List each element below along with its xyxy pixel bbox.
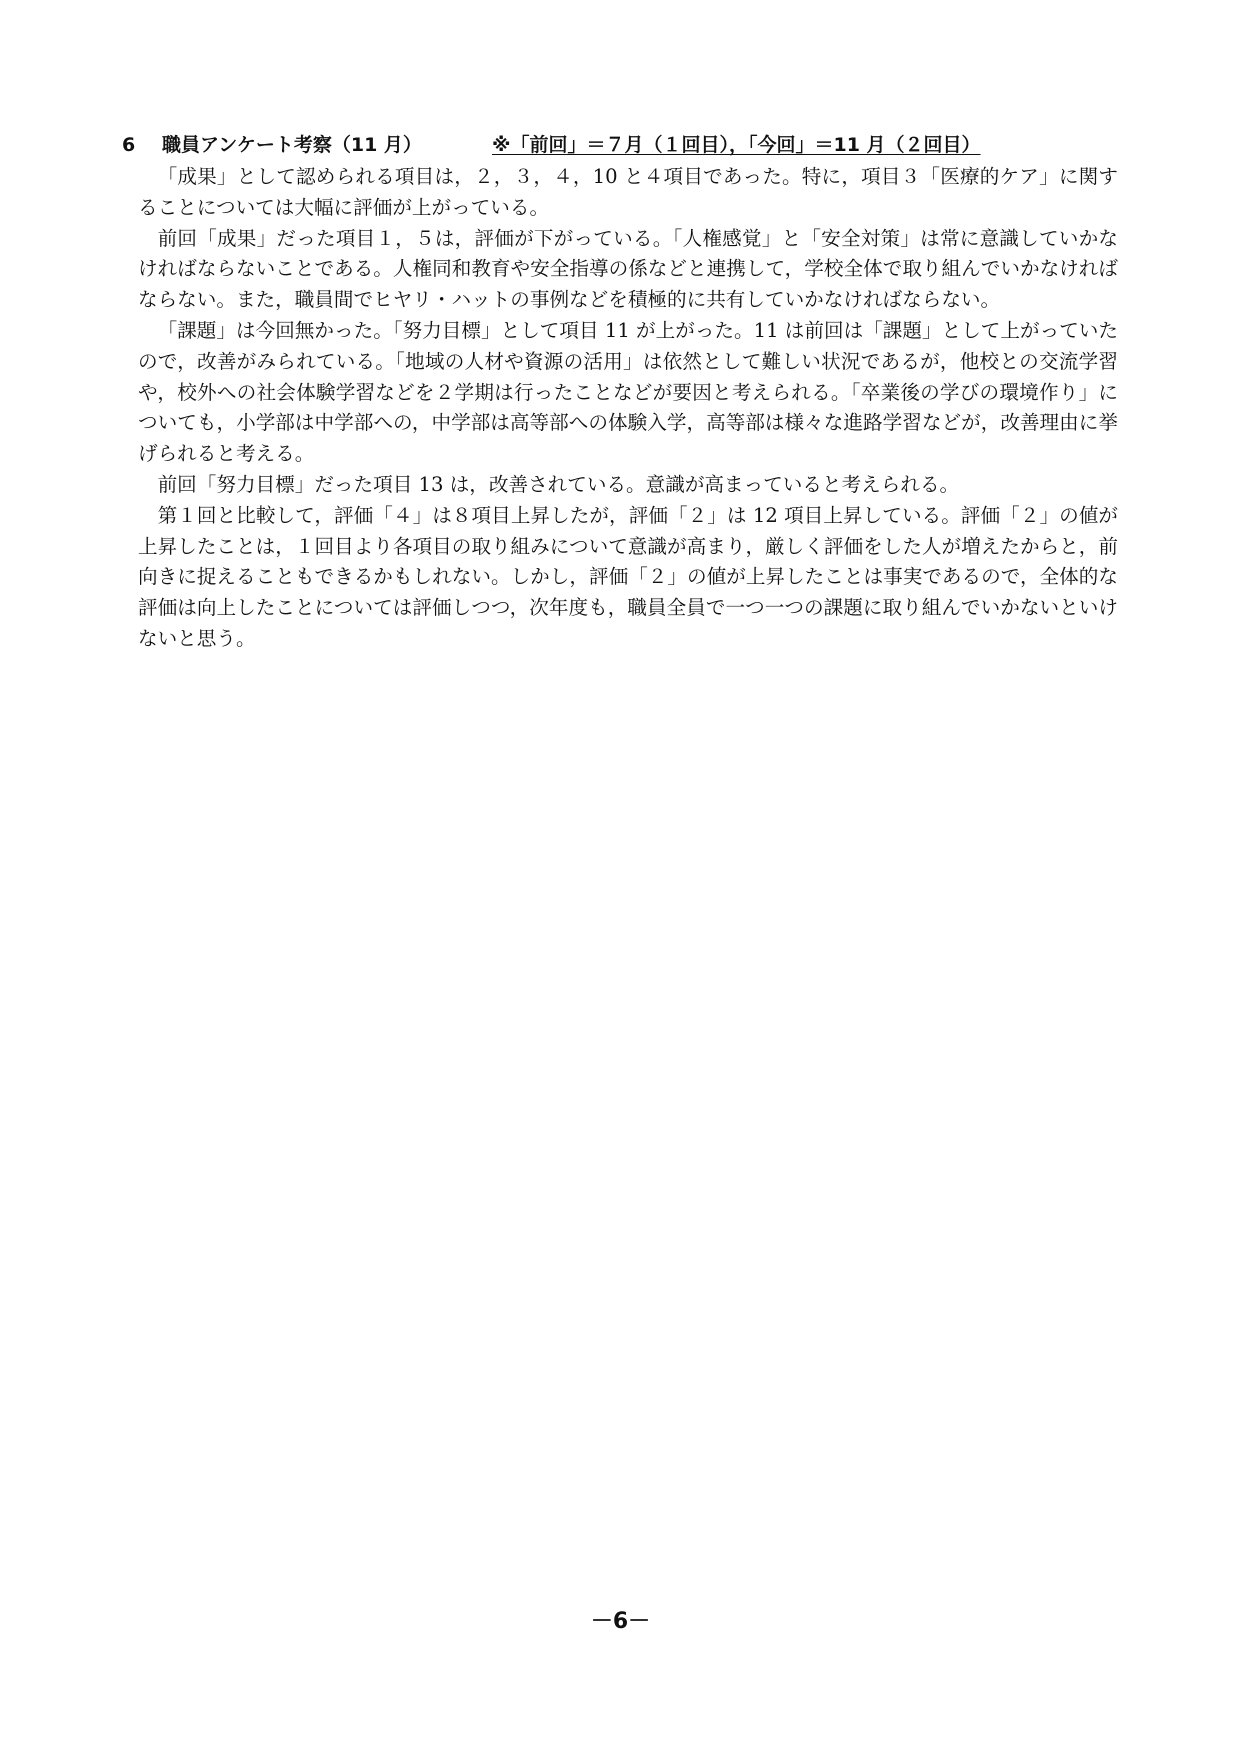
- paragraph: 「課題」は今回無かった。「努力目標」として項目 11 が上がった。11 は前回は「課題」として上がっていたので，改善がみられている。「地域の人材や資源の活用」は依然として難しい状況であるが，他校との交流学習や，校外への社会体験学習などを２学期は行ったことなどが要因と考えられる。「卒業後の学びの環境作り」についても，小学部は中学部への，中学部は高等部への体験入学，高等部は様々な進路学習などが，改善理由に挙げられると考える。: [138, 318, 1118, 466]
- paragraph: 前回「成果」だった項目１，５は，評価が下がっている。「人権感覚」と「安全対策」は常に意識していかなければならないことである。人権同和教育や安全指導の係などと連携して，学校全体で取り組んでいかなければならない。また，職員間でヒヤリ・ハットの事例などを積極的に共有していかなければならない。: [138, 226, 1118, 312]
- section-number: 6: [122, 134, 136, 156]
- body-text: [138, 162, 1118, 655]
- section-title: 職員アンケート考察（11 月）: [162, 134, 422, 156]
- page-number: －6－: [590, 1609, 651, 1634]
- section-note: ※「前回」＝７月（１回目），「今回」＝11 月（２回目）: [492, 134, 981, 156]
- paragraph: 前回「努力目標」だった項目 13 は，改善されている。意識が高まっていると考えられる。: [157, 472, 960, 496]
- section-heading: [122, 130, 1122, 160]
- paragraph: 第１回と比較して，評価「４」は８項目上昇したが，評価「２」は 12 項目上昇している。評価「２」の値が上昇したことは，１回目より各項目の取り組みについて意識が高まり，厳しく評価をした人が増えたからと，前向きに捉えることもできるかもしれない。しかし，評価「２」の値が上昇したことは事実であるので，全体的な評価は向上したことについては評価しつつ，次年度も，職員全員で一つ一つの課題に取り組んでいかないといけないと思う。: [138, 503, 1118, 650]
- paragraph: 「成果」として認められる項目は，２，３，４，10 と４項目であった。特に，項目３「医療的ケア」に関することについては大幅に評価が上がっている。: [138, 165, 1118, 219]
